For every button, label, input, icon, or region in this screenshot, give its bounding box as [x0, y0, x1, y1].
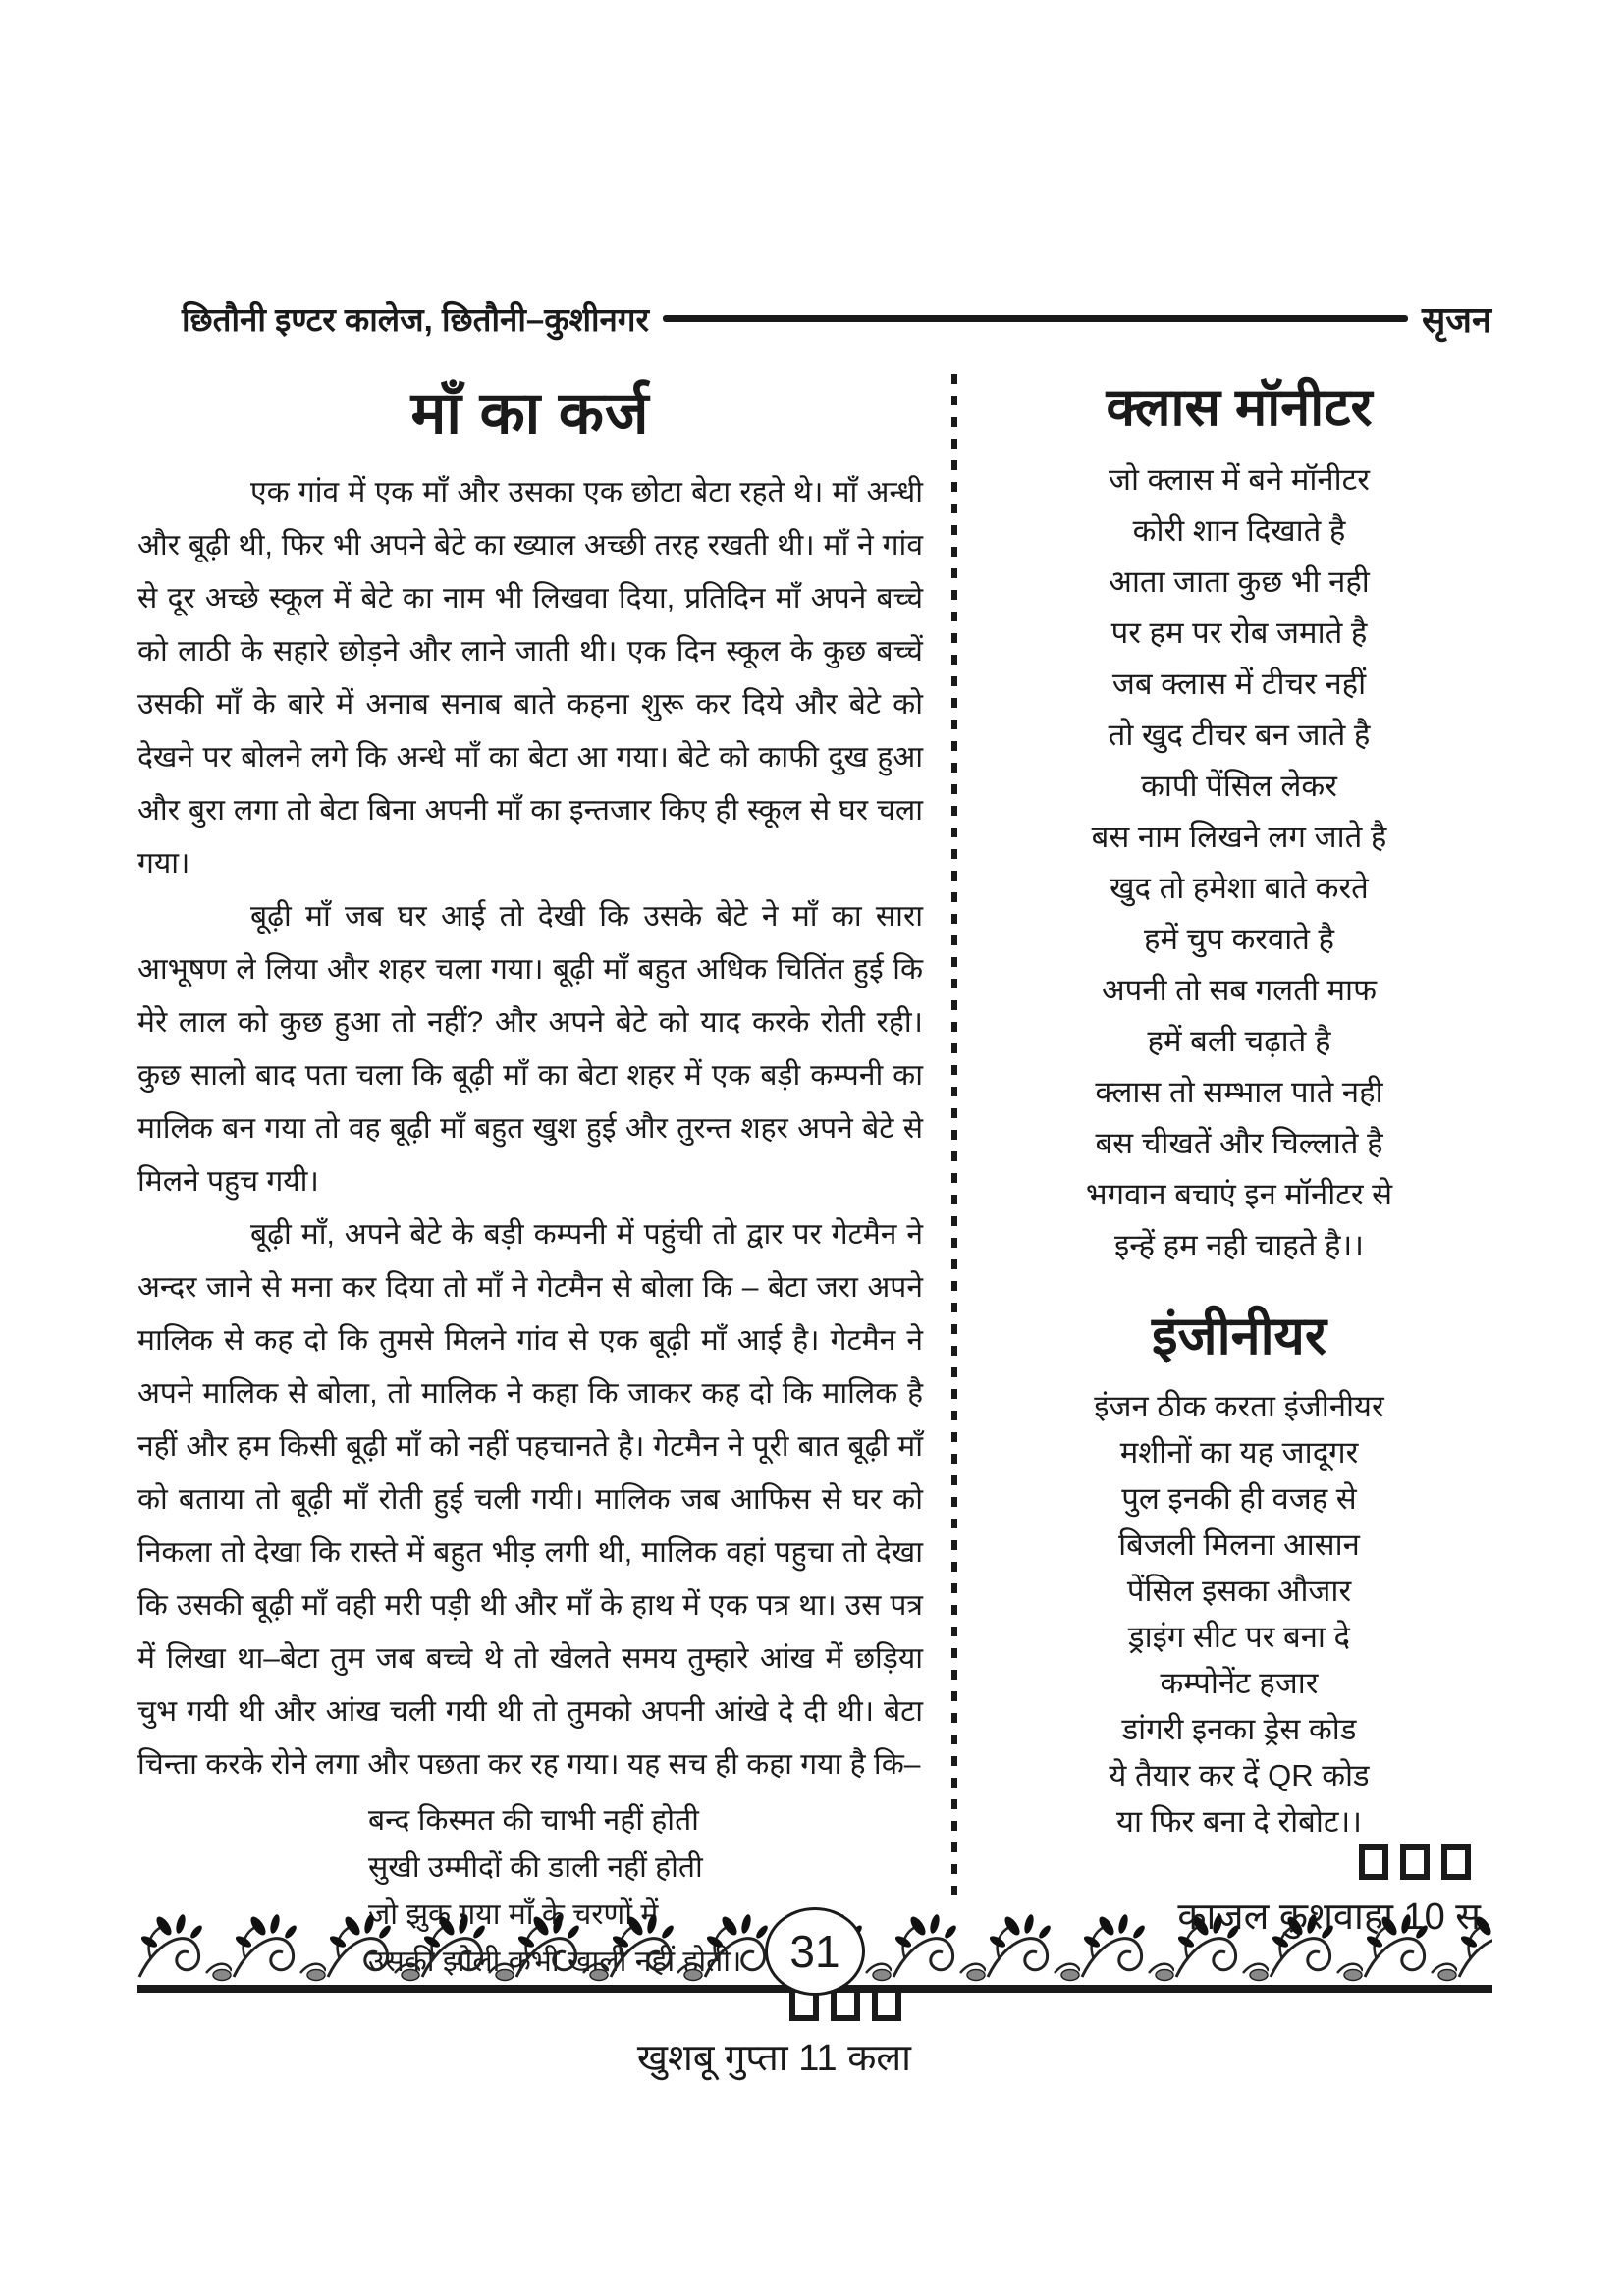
poem-line: जो क्लास में बने मॉनीटर — [1109, 462, 1370, 497]
header-school-name: छितौनी इण्टर कालेज, छितौनी–कुशीनगर — [182, 301, 649, 338]
poem-line: कापी पेंसिल लेकर — [1141, 769, 1337, 803]
poem-line: इंजन ठीक करता इंजीनीयर — [1094, 1389, 1384, 1423]
column-divider — [951, 374, 957, 1895]
poem-line: हमें चुप करवाते है — [1143, 922, 1334, 956]
poem-line: डांगरी इनका ड्रेस कोड — [1121, 1712, 1357, 1746]
right-column — [986, 368, 1492, 1895]
poem-line: जब क्लास में टीचर नहीं — [1111, 667, 1367, 701]
poem-line: ये तैयार कर दें QR कोड — [1109, 1758, 1370, 1792]
page-header — [182, 294, 1491, 343]
poem-line: पुल इनकी ही वजह से — [1121, 1481, 1357, 1516]
poem-line: पेंसिल इसका औजार — [1126, 1574, 1352, 1608]
poem-line: मशीनों का यह जादूगर — [1119, 1435, 1359, 1469]
page-number-badge — [765, 1907, 865, 1996]
square-icon — [1400, 1844, 1430, 1880]
story-author: खुशबू गुप्ता 11 कला — [636, 2038, 911, 2079]
footer-ornament-band — [137, 1914, 1492, 1995]
poem-line: या फिर बना दे रोबोट।। — [1115, 1804, 1363, 1839]
square-icon — [1441, 1844, 1471, 1880]
poem-line: क्लास तो सम्भाल पाते नही — [1095, 1075, 1383, 1109]
story-body — [137, 466, 923, 1791]
story-title: माँ का कर्ज — [410, 380, 650, 446]
poem-line: बिजली मिलना आसान — [1118, 1527, 1360, 1562]
poem1-title: क्लास मॉनीटर — [1106, 378, 1373, 437]
story-paragraph: एक गांव में एक माँ और उसका एक छोटा बेटा रहते थे। माँ अन्धी और बूढ़ी थी, फिर भी अपने बेटे का ख्याल अच्छी तरह रखती थी। माँ ने गांव से दूर अच्छे स्कूल में बेटे का नाम भी लिखवा दिया, प्रतिदिन माँ अपने बच्चे को लाठी के सहारे छोड़ने और लाने जाती थी। एक दिन स्कूल के कुछ बच्चें उसकी माँ के बारे में अनाब सनाब बाते कहना शुरू कर दिये और बेटे को देखने पर बोलने लगे कि अन्धे माँ का बेटा आ गया। बेटे को काफी दुख हुआ और बुरा लगा तो बेटा बिना अपनी माँ का इन्तजार किए ही स्कूल से घर चला गया। — [137, 476, 923, 880]
page-number: 31 — [789, 1925, 840, 1977]
poem2-body — [986, 1383, 1492, 1844]
verse-line: सुखी उम्मीदों की डाली नहीं होती — [368, 1851, 703, 1884]
story-paragraph: बूढ़ी माँ जब घर आई तो देखी कि उसके बेटे ने माँ का सारा आभूषण ले लिया और शहर चला गया। बूढ़ी माँ बहुत अधिक चितिंत हुई कि मेरे लाल को कुछ हुआ तो नहीं? और अपने बेटे को याद करके रोती रही। कुछ सालो बाद पता चला कि बूढ़ी माँ का बेटा शहर में एक बड़ी कम्पनी का मालिक बन गया तो वह बूढ़ी माँ बहुत खुश हुई और तुरन्त शहर अपने बेटे से मिलने पहुच गयी। — [137, 900, 923, 1198]
poem-line: हमें बली चढ़ाते है — [1147, 1024, 1331, 1058]
poem-line: पर हम पर रोब जमाते है — [1110, 615, 1368, 650]
header-magazine-name: सृजन — [1421, 299, 1491, 340]
poem-line: खुद तो हमेशा बाते करते — [1110, 871, 1369, 905]
poem-line: इन्हें हम नही चाहते है।। — [1114, 1228, 1364, 1262]
poem-line: आता जाता कुछ भी नही — [1109, 564, 1370, 599]
story-paragraph: बूढ़ी माँ, अपने बेटे के बड़ी कम्पनी में पहुंची तो द्वार पर गेटमैन ने अन्दर जाने से मना कर दिया तो माँ ने गेटमैन से बोला कि – बेटा जरा अपने मालिक से कह दो कि तुमसे मिलने गांव से एक बूढ़ी माँ आई है। गेटमैन ने अपने मालिक से बोला, तो मालिक ने कहा कि जाकर कह दो कि मालिक है नहीं और हम किसी बूढ़ी माँ को नहीं पहचानते है। गेटमैन ने पूरी बात बूढ़ी माँ को बताया तो बूढ़ी माँ रोती हुई चली गयी। मालिक जब आफिस से घर को निकला तो देखा कि रास्ते में बहुत भीड़ लगी थी, मालिक वहां पहुचा तो देखा कि उसकी बूढ़ी माँ वही मरी पड़ी थी और माँ के हाथ में एक पत्र था। उस पत्र में लिखा था–बेटा तुम जब बच्चे थे तो खेलते समय तुम्हारे आंख में छड़िया चुभ गयी थी और आंख चली गयी थी तो तुमको अपनी आंखे दे दी थी। बेटा चिन्ता करके रोने लगा और पछता कर रह गया। यह सच ही कहा गया है कि– — [137, 1218, 923, 1781]
poem-line: बस नाम लिखने लग जाते है — [1091, 820, 1387, 854]
poem-line: अपनी तो सब गलती माफ — [1102, 973, 1377, 1007]
poem-line: बस चीखतें और चिल्लाते है — [1095, 1126, 1383, 1160]
poem-line: कोरी शान दिखाते है — [1132, 513, 1346, 548]
poem-line: भगवान बचाएं इन मॉनीटर से — [1085, 1177, 1393, 1211]
poem-line: तो खुद टीचर बन जाते है — [1108, 718, 1371, 752]
poem1-body — [986, 454, 1492, 1271]
poem2-title: इंजीनीयर — [1152, 1307, 1326, 1365]
poem-line: ड्राइंग सीट पर बना दे — [1127, 1620, 1351, 1654]
poem-line: कम्पोनेंट हजार — [1160, 1666, 1319, 1700]
verse-line: बन्द किस्मत की चाभी नहीं होती — [368, 1804, 699, 1837]
header-rule — [663, 315, 1408, 322]
end-marker-right — [986, 1844, 1492, 1880]
square-icon — [1359, 1844, 1388, 1880]
